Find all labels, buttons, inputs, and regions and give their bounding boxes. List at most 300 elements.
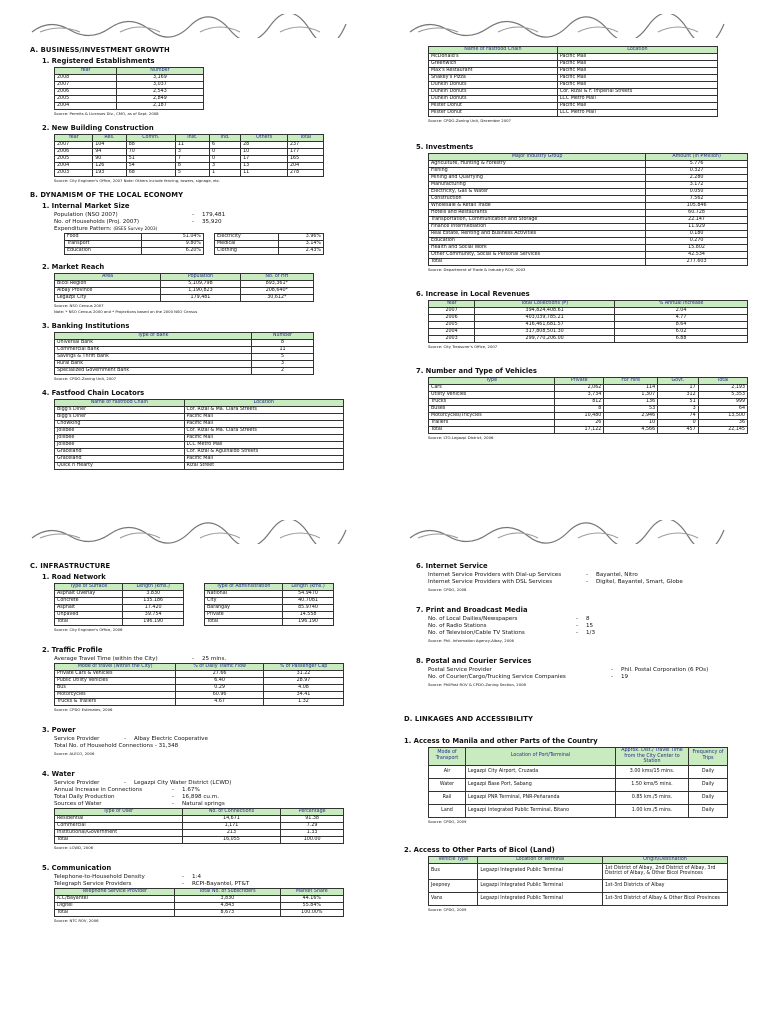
table-cell: Cars [429,385,555,392]
table-cell: 90 [93,156,126,163]
table-cell: 88 [126,142,175,149]
table-cell: 16,055 [182,837,281,844]
table-row [429,399,748,406]
table-cell: 2005 [55,156,93,163]
ornament-stroke [40,533,320,538]
table-cell: City [205,598,283,605]
ornament-stroke [40,27,320,32]
table-row [429,245,748,252]
table-cell: 135.186 [123,598,184,605]
table-row [55,142,324,149]
table-cell: ICC/Bayantel [55,896,175,903]
table-row [429,189,748,196]
separator: - [171,794,175,800]
table-cell: 237 [287,142,323,149]
field-value: (BSES Survey 2003) [113,227,158,232]
table-cell: 193 [93,170,126,177]
table-row [429,61,718,68]
source-note: Source: Phil. Information Agency-Albay, 2006 [428,638,514,643]
table-cell: 13 [241,163,288,170]
table-cell: Cor. Rizal & F. Imperial Streets [557,89,717,96]
column-header: Length (kms.) [123,584,184,591]
table-row [55,442,344,449]
table-cell: 7 [175,156,209,163]
water-increase-line [54,787,375,794]
field-value: 25 mins. [202,656,227,662]
table-cell: 2005 [429,322,475,329]
page4-column [404,562,749,920]
table-row [215,248,324,255]
table-row [55,361,314,368]
table-cell: 0 [209,149,240,156]
table-cell: 3,169 [116,75,203,82]
table-cell: National [205,591,283,598]
field-value: 15 [586,623,594,629]
header-ornament [30,14,348,38]
table-cell: 105.846 [646,203,748,210]
table-row [55,605,184,612]
table-cell: 11 [252,347,314,354]
traffic-table [54,663,344,706]
table-cell: Asphalt Overlay [55,591,123,598]
source-note: Source: CPDO, 2009 [428,906,467,912]
page2-column [404,46,749,448]
table-cell: 34.41 [263,692,343,699]
table-row [429,406,748,413]
table-cell: 64 [698,406,747,413]
separator: - [610,667,614,673]
postal-line [428,674,749,681]
table-cell: 1 [209,170,240,177]
table-cell: 416,461,681.57 [475,322,615,329]
table-row [55,340,314,347]
table-row [55,463,344,470]
subsection-title: 7. Number and Type of Vehicles [416,367,537,375]
source-note: Source: CPDO, 2009 [428,818,467,824]
fastfood-table-cont [428,46,718,117]
table-row [55,830,344,837]
table-cell: 1,171 [182,823,281,830]
table-cell: 3,830 [175,896,281,903]
table-row [55,163,324,170]
table-cell: 403,039,785.21 [475,315,615,322]
table-row [205,598,334,605]
table-row [429,210,748,217]
subsection-title: 6. Internet Service [416,562,488,570]
table-row [55,89,204,96]
table-row [55,598,184,605]
column-header: Name of Fastfood Chain [429,47,558,54]
table-cell: 2008 [55,75,117,82]
table-cell: Total [55,837,183,844]
column-header: Vehicle Type [429,856,478,863]
table-row [205,619,334,626]
table-row [55,407,344,414]
table-cell: 2,946 [604,413,658,420]
table-cell: Clothing [215,248,279,255]
table-cell: 8 [175,163,209,170]
isp-dsl-line [428,579,749,586]
table-cell: 126 [93,163,126,170]
ornament-graphic [408,14,726,38]
table-cell: 5 [252,354,314,361]
field-value: RCPI-Bayantel, PT&T [192,881,250,887]
ornament-stroke [410,520,724,544]
table-cell: Commercial [55,823,183,830]
table-cell: 1.33 [281,830,344,837]
table-cell: 3.14% [279,241,324,248]
field-value: Phil. Postal Corporation (6 POs) [621,667,709,673]
registered-table [54,67,204,110]
table-cell: 1.32 [263,699,343,706]
table-cell: Cor. Rizal & Ma. Clara Streets [184,428,343,435]
media-line [428,616,749,623]
table-cell: 3.172 [646,182,748,189]
page3-column [30,562,375,931]
source-note: Source: NTC ROV, 2006 [54,918,99,923]
table-cell: Pacific Mall [557,103,717,110]
table-cell: Dunkin Donuts [429,96,558,103]
table-cell: 4,843 [175,903,281,910]
column-header: Govt. [658,378,699,385]
column-header: Mode of travel (within the City) [55,664,176,671]
table-cell: Legazpi City [55,295,161,302]
table-cell: Greenwich [429,61,558,68]
table-cell: Pacific Mall [184,456,343,463]
field-label: Internet Service Providers with Dial-up Services [428,572,562,578]
field-value: Digitel, Bayantel, Smart, Globe [596,579,683,585]
power-provider-line [54,736,375,743]
table-cell: Daily [689,804,728,817]
table-row [55,368,314,375]
table-row [55,699,344,706]
table-cell: Water [429,778,466,791]
table-row [55,103,204,110]
water-production-line [54,794,375,801]
table-row [429,168,748,175]
table-cell: 53 [604,406,658,413]
column-header: Year [429,301,475,308]
table-cell: 1.50 kms/5 mins. [616,778,689,791]
column-header: Population [161,274,240,281]
source-note: Note: * NSO Census 2000 and * Projections based on the 2000 NSO Census [54,309,198,314]
table-cell: Food [65,234,142,241]
tel-density-line [54,874,375,881]
expenditure-label [54,226,375,233]
avg-travel-line [54,656,375,663]
table-cell: Agriculture, Hunting & Forestry [429,161,646,168]
table-cell: 0.85 km./5 mins. [616,791,689,804]
table-cell: 17.420 [123,605,184,612]
table-cell: Pacific Mall [557,82,717,89]
table-cell: 2006 [55,149,93,156]
table-cell: Total [55,619,123,626]
table-cell: 36 [698,420,747,427]
table-row [429,110,718,117]
table-cell: Legazpi Integrated Public Terminal [478,892,603,905]
subsection-title: 3. Banking Institutions [42,322,130,330]
table-cell: Max's Restaurant [429,68,558,75]
table-cell: 30,612* [240,295,313,302]
road-surface-table [54,583,184,626]
page1-column [30,46,375,478]
table-cell: Bicol Region [55,281,161,288]
column-header: % Annual Increase [615,301,748,308]
table-row [429,420,748,427]
table-cell: 2.04 [615,308,748,315]
table-row [429,791,728,804]
table-row [55,896,344,903]
table-cell: 68 [126,170,175,177]
population-line [54,212,375,219]
source-note: Source: CPDO, 2008 [428,587,467,592]
table-cell: 4.67 [176,699,264,706]
table-cell: 14,671 [182,816,281,823]
ornament-stroke [410,14,724,38]
table-cell: 2 [252,368,314,375]
separator: - [191,219,195,225]
column-header: Total No. of Subscribers [175,889,281,896]
water-provider-line [54,780,375,787]
table-cell: 2005 [55,96,117,103]
column-header: Type of Bank [55,333,252,340]
table-row [429,217,748,224]
table-row [55,288,314,295]
table-cell: 51 [658,399,699,406]
source-note: Source: LCWD, 2006 [54,845,94,850]
table-cell: 28.97 [263,678,343,685]
table-cell: Graceland [55,456,185,463]
table-cell: 104 [93,142,126,149]
field-value: 1:4 [192,874,202,880]
table-cell: Rail [429,791,466,804]
table-cell: Dunkin Donuts [429,89,558,96]
table-row [429,804,728,817]
table-row [429,879,728,892]
table-cell: 11 [175,142,209,149]
subsection-title: 4. Fastfood Chain Locators [42,389,145,397]
table-cell: 94 [93,149,126,156]
table-cell: 6.88 [615,336,748,343]
field-label: Service Provider [54,780,100,786]
table-row [205,591,334,598]
table-cell: 1,190,823 [161,288,240,295]
column-header: Year [55,68,117,75]
table-cell: 8 [555,406,604,413]
source-note: Source: City Engineer's Office, 2007 Note: Others include fencing, towers, signage, etc. [54,178,221,183]
table-cell: 2,543 [116,89,203,96]
table-row [55,281,314,288]
table-row [429,203,748,210]
header-ornament [408,14,726,38]
table-cell: 6.02 [615,329,748,336]
table-cell: Education [65,248,142,255]
table-cell: Jollibee [55,442,185,449]
table-cell: 196.190 [123,619,184,626]
table-row [429,765,728,778]
table-row [429,182,748,189]
table-cell: Legazpi Integrated Public Terminal [478,863,603,879]
separator: - [181,881,185,887]
table-cell: Legazpi Integrated Public Terminal, Bitano [466,804,616,817]
field-value: Expenditure Pattern: [54,226,112,232]
table-row [429,89,718,96]
table-row [55,435,344,442]
table-cell: 55.84% [280,903,343,910]
field-label: Postal Service Provider [428,667,492,673]
table-cell: 893,361* [240,281,313,288]
field-label: No. of Local Dailies/Newspapers [428,616,518,622]
ornament-stroke [32,14,346,38]
table-cell: 40.7081 [283,598,334,605]
table-cell: 3 [252,361,314,368]
column-header: Mode of Transport [429,748,466,766]
table-cell: 136 [604,399,658,406]
table-row [429,329,748,336]
table-cell: Finance Intermediation [429,224,646,231]
ornament-stroke [418,27,698,32]
vehicles-table [428,377,748,434]
table-cell: Residential [55,816,183,823]
table-cell: Commercial Bank [55,347,252,354]
table-cell: 2004 [55,163,93,170]
table-cell: Legazpi PNR Terminal, PNR-Peñaranda [466,791,616,804]
table-cell: Pacific Mall [557,61,717,68]
table-cell: 54.9470 [283,591,334,598]
table-cell: Private Cars & Vehicles [55,671,176,678]
table-cell: Chowking [55,421,185,428]
table-row [55,354,314,361]
field-value: Albay Electric Cooperative [134,736,208,742]
table-row [429,196,748,203]
table-cell: 0 [209,156,240,163]
table-cell: Real Estate, Renting and Business Activities [429,231,646,238]
field-label: No. of Radio Stations [428,623,487,629]
table-cell: Concrete [55,598,123,605]
table-cell: 208,640* [240,288,313,295]
table-row [429,259,748,266]
table-cell: Motorcycles/Tricycles [429,413,555,420]
table-cell: Pacific Mall [184,414,343,421]
table-cell: 2,062 [555,385,604,392]
table-cell: Rizal Street [184,463,343,470]
table-cell: 0.29 [176,685,264,692]
separator: - [575,623,579,629]
field-value: 31,348 [158,743,179,749]
telephone-table [54,888,344,917]
table-row [429,413,748,420]
ornament-graphic [408,520,726,544]
table-cell: 2003 [55,170,93,177]
table-row [429,392,748,399]
column-header: Total [698,378,747,385]
table-cell: 3 [209,163,240,170]
field-value: Bayantel, Nitro [596,572,638,578]
table-cell: 26 [555,420,604,427]
table-cell: 3.00 kms/15 mins. [616,765,689,778]
table-cell: 1st-3rd District of Albay & Other Bicol Provinces [603,892,728,905]
table-row [55,903,344,910]
column-header: For Hire [604,378,658,385]
table-cell: 6.40 [176,678,264,685]
ornament-graphic [30,520,348,544]
table-cell: 10,480 [555,413,604,420]
field-label: Total Daily Production [54,794,115,800]
building-table [54,134,324,177]
table-cell: Legazpi City Airport, Cruzada [466,765,616,778]
table-cell: 39.754 [123,612,184,619]
table-cell: 10 [604,420,658,427]
table-cell: 179,481 [161,295,240,302]
table-cell: Total [429,259,646,266]
table-cell: 6.20% [141,248,203,255]
table-cell: Fishing [429,168,646,175]
table-cell: Unpaved [55,612,123,619]
table-row [65,234,204,241]
expenditure-tables [30,233,375,255]
table-cell: 13,500 [698,413,747,420]
column-header: Location of Port/Terminal [466,748,616,766]
table-cell: 204 [287,163,323,170]
table-cell: Albay Province [55,288,161,295]
separator: - [585,572,589,578]
column-header: Name of Fastfood Chain [55,400,185,407]
table-cell: Pacific Mall [557,75,717,82]
media-line [428,630,749,637]
table-cell: Savings & Thrift Bank [55,354,252,361]
subsection-title: 4. Water [42,770,75,778]
table-cell: 7.29 [281,823,344,830]
table-cell: Mining and Quarrying [429,175,646,182]
field-value: 1.67% [182,787,200,793]
separator: - [191,656,195,662]
separator: - [575,630,579,636]
field-label: No. of Households (Proj. 2007) [54,219,140,225]
column-header: Origin/Destination [603,856,728,863]
table-cell: 177 [287,149,323,156]
table-cell: 5,353 [698,392,747,399]
table-row [55,414,344,421]
table-cell: 2006 [429,315,475,322]
column-header: Frequency of Trips [689,748,728,766]
table-cell: 0 [658,420,699,427]
source-note: Source: City Engineer's Office, 2006 [54,627,123,632]
table-cell: 51.04% [141,234,203,241]
table-row [429,427,748,434]
table-cell: 1st District of Albay, 2nd District of Albay, 3rd District of Albay, & Other Bicol Provinces [603,863,728,879]
table-cell: Total [205,619,283,626]
section-title: D. LINKAGES AND ACCESSIBILITY [404,715,534,723]
column-header: Location [184,400,343,407]
table-cell: Manufacturing [429,182,646,189]
column-header: Type of User [55,809,183,816]
column-header: % of Daily Traffic Flow [176,664,264,671]
table-row [55,910,344,917]
table-cell: 317,808,501.30 [475,329,615,336]
subsection-title: 1. Internal Market Size [42,202,130,210]
table-cell: 2,187 [116,103,203,110]
table-cell: Quick n Hearty [55,463,185,470]
table-cell: Construction [429,196,646,203]
source-note: Source: CPDO-Zoning Unit, 2007 [54,376,117,381]
column-header: Approx. Dist./ Travel Time from the City Center to Station [616,748,689,766]
table-cell: 17 [241,156,288,163]
table-cell: 2004 [429,329,475,336]
table-row [215,241,324,248]
column-header: Inst. [175,135,209,142]
table-row [429,252,748,259]
subsection-title: 5. Investments [416,143,474,151]
